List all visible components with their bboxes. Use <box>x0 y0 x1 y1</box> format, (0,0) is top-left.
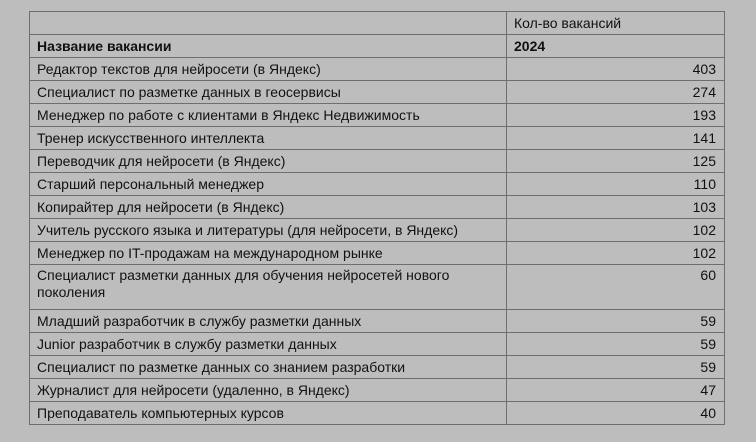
table-row <box>30 310 725 333</box>
vacancies-table <box>29 11 725 425</box>
table-row <box>30 402 725 425</box>
vacancy-count-cell: 103 <box>507 196 725 219</box>
vacancy-name-cell: Junior разработчик в службу разметки данных <box>30 333 507 356</box>
vacancy-name-cell: Учитель русского языка и литературы (для нейросети, в Яндекс) <box>30 219 507 242</box>
vacancy-name-cell: Редактор текстов для нейросети (в Яндекс) <box>30 58 507 81</box>
vacancy-name-cell: Копирайтер для нейросети (в Яндекс) <box>30 196 507 219</box>
table-row <box>30 173 725 196</box>
vacancy-count-cell: 110 <box>507 173 725 196</box>
vacancy-name-cell: Специалист по разметке данных со знанием разработки <box>30 356 507 379</box>
vacancy-count-cell: 47 <box>507 379 725 402</box>
vacancy-count-cell: 59 <box>507 310 725 333</box>
vacancy-name-cell: Переводчик для нейросети (в Яндекс) <box>30 150 507 173</box>
vacancy-count-cell: 403 <box>507 58 725 81</box>
table-row <box>30 81 725 104</box>
vacancy-count-cell: 59 <box>507 356 725 379</box>
table-row <box>30 265 725 310</box>
table-row <box>30 58 725 81</box>
vacancy-count-cell: 125 <box>507 150 725 173</box>
vacancy-name-cell: Журналист для нейросети (удаленно, в Яндекс) <box>30 379 507 402</box>
vacancy-name-cell: Тренер искусственного интеллекта <box>30 127 507 150</box>
year-header: 2024 <box>507 35 725 58</box>
vacancy-name-header: Название вакансии <box>30 35 507 58</box>
vacancy-count-cell: 274 <box>507 81 725 104</box>
vacancy-name-cell: Специалист по разметке данных в геосервисы <box>30 81 507 104</box>
header-row <box>30 35 725 58</box>
count-group-header: Кол-во вакансий <box>507 12 725 35</box>
vacancy-name-cell: Младший разработчик в службу разметки данных <box>30 310 507 333</box>
table-row <box>30 219 725 242</box>
vacancy-name-cell: Менеджер по IT-продажам на международном рынке <box>30 242 507 265</box>
table-row <box>30 104 725 127</box>
empty-corner-cell <box>30 12 507 35</box>
table-row <box>30 150 725 173</box>
vacancy-count-cell: 193 <box>507 104 725 127</box>
vacancy-name-cell: Менеджер по работе с клиентами в Яндекс Недвижимость <box>30 104 507 127</box>
table-row <box>30 356 725 379</box>
vacancy-count-cell: 59 <box>507 333 725 356</box>
vacancy-count-cell: 60 <box>507 265 725 310</box>
table-row <box>30 379 725 402</box>
header-row-group <box>30 12 725 35</box>
vacancy-name-cell: Старший персональный менеджер <box>30 173 507 196</box>
vacancy-name-cell: Специалист разметки данных для обучения нейросетей нового поколения <box>30 265 507 310</box>
table-row <box>30 333 725 356</box>
vacancy-count-cell: 102 <box>507 219 725 242</box>
table-row <box>30 196 725 219</box>
vacancy-count-cell: 102 <box>507 242 725 265</box>
table-row <box>30 127 725 150</box>
vacancy-count-cell: 40 <box>507 402 725 425</box>
vacancy-name-cell: Преподаватель компьютерных курсов <box>30 402 507 425</box>
table-row <box>30 242 725 265</box>
vacancy-count-cell: 141 <box>507 127 725 150</box>
